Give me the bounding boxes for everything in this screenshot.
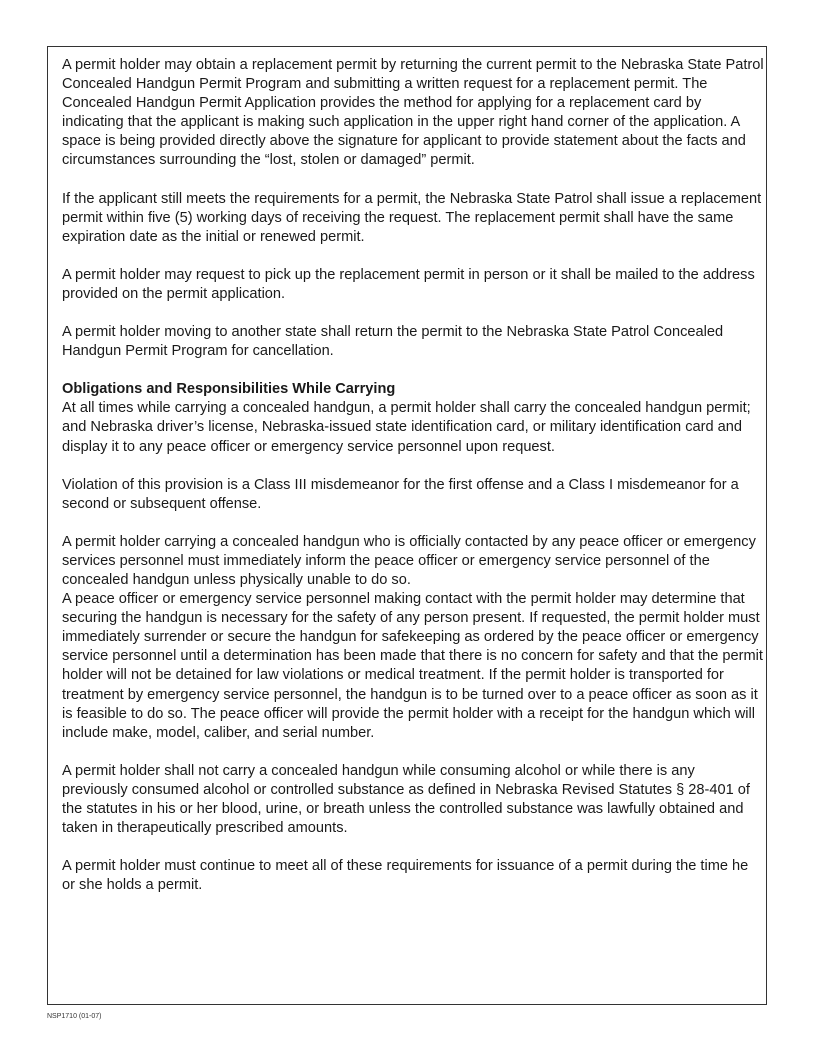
- paragraph-inform-officer: A permit holder carrying a concealed handgun who is officially contacted by any peace officer or emergency services personnel must immediately inform the peace officer or emergency service personnel of the concealed handgun unless physically unable to do so.: [62, 533, 756, 588]
- section-heading: Obligations and Responsibilities While Carrying: [62, 381, 396, 398]
- paragraph-carry-permit: At all times while carrying a concealed handgun, a permit holder shall carry the concealed handgun permit; and Nebraska driver’s license, Nebraska-issued state identification card, or military identification card and display it to any peace officer or emergency service personnel upon request.: [62, 400, 751, 455]
- paragraph-violation: Violation of this provision is a Class III misdemeanor for the first offense and a Class I misdemeanor for a second or subsequent offense.: [62, 476, 739, 512]
- paragraph-secure-handgun: A peace officer or emergency service personnel making contact with the permit holder may determine that securing the handgun is necessary for the safety of any person present. If requested, the permit holder must immediately surrender or secure the handgun for safekeeping as ordered by the peace officer or emergency service personnel until a determination has been made that there is no concern for safety and that the permit holder will not be detained for law violations or medical treatment. If the permit holder is transported for treatment by emergency service personnel, the handgun is to be turned over to a peace officer as soon as it is feasible to do so. The peace officer will provide the permit holder with a receipt for the handgun which will include make, model, caliber, and serial number.: [62, 591, 763, 741]
- paragraph-continue-requirements: A permit holder must continue to meet all of these requirements for issuance of a permit during the time he or she holds a permit.: [62, 858, 749, 894]
- paragraph-alcohol: A permit holder shall not carry a concealed handgun while consuming alcohol or while there is any previously consumed alcohol or controlled substance as defined in Nebraska Revised Statutes § 28-401 of the statutes in his or her blood, urine, or breath unless the controlled substance was lawfully obtained and taken in therapeutically prescribed amounts.: [62, 762, 750, 837]
- document-body: [62, 56, 764, 914]
- paragraph-replacement-pickup: A permit holder may request to pick up the replacement permit in person or it shall be mailed to the address provided on the permit application.: [62, 266, 755, 302]
- form-number: NSP1710 (01-07): [47, 1013, 102, 1020]
- paragraph-replacement-issue: If the applicant still meets the requirements for a permit, the Nebraska State Patrol shall issue a replacement permit within five (5) working days of receiving the request. The replacement permit shall have the same expiration date as the initial or renewed permit.: [62, 190, 762, 245]
- paragraph-moving-state: A permit holder moving to another state shall return the permit to the Nebraska State Patrol Concealed Handgun Permit Program for cancellation.: [62, 324, 724, 360]
- paragraph-replacement-request: A permit holder may obtain a replacement permit by returning the current permit to the Nebraska State Patrol Concealed Handgun Permit Program and submitting a written request for a replacement permit. The Concealed Handgun Permit Application provides the method for applying for a replacement card by indicating that the applicant is making such application in the upper right hand corner of the application. A space is being provided directly above the signature for applicant to provide statement about the facts and circumstances surrounding the “lost, stolen or damaged” permit.: [62, 57, 764, 169]
